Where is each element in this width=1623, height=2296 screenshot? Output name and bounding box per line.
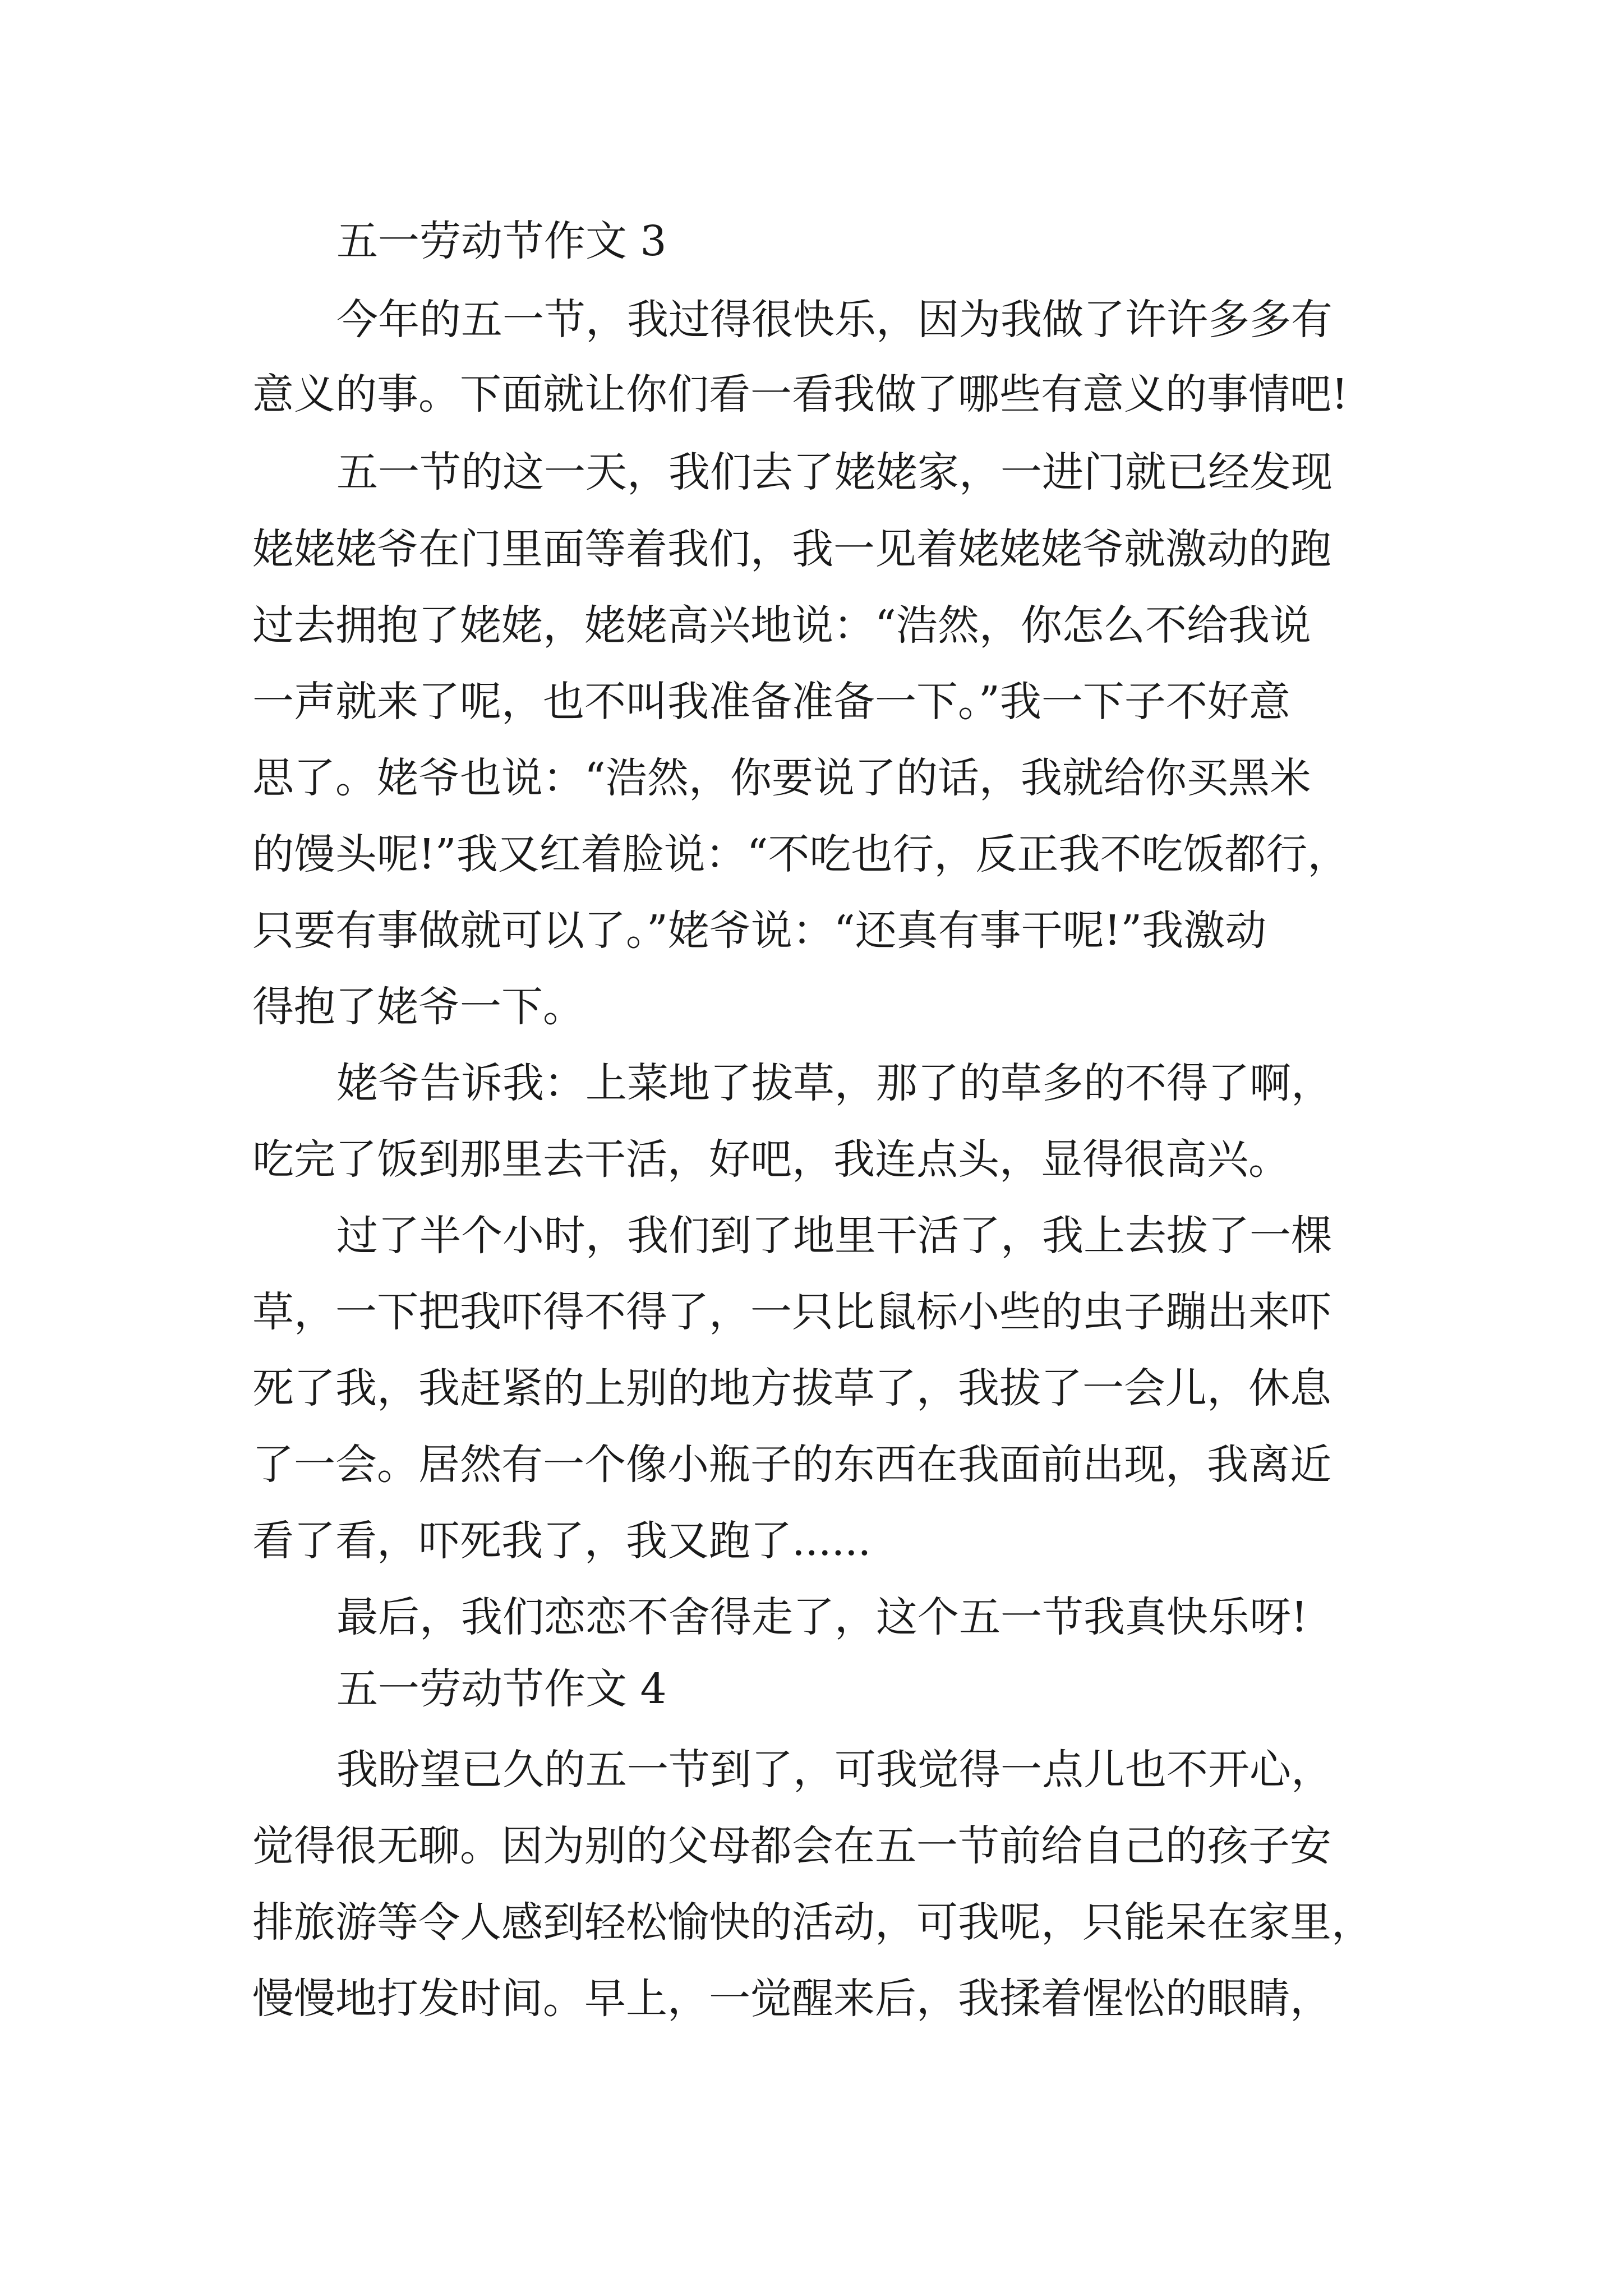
text-line: 意义的事。下面就让你们看一看我做了哪些有意义的事情吧! [252,370,1348,418]
text-line: 过了半个小时，我们到了地里干活了，我上去拔了一棵 [336,1212,1332,1260]
text-line: 过去拥抱了姥姥，姥姥高兴地说：“浩然，你怎么不给我说 [252,601,1311,650]
text-line: 只要有事做就可以了。”姥爷说：“还真有事干呢!”我激动 [252,907,1267,955]
text-line: 看了看，吓死我了，我又跑了...... [252,1517,872,1565]
text-line: 最后，我们恋恋不舍得走了，这个五一节我真快乐呀! [336,1593,1308,1641]
text-line: 思了。姥爷也说：“浩然，你要说了的话，我就给你买黑米 [252,754,1311,802]
text-line: 姥姥姥爷在门里面等着我们，我一见着姥姥姥爷就激动的跑 [252,525,1331,573]
text-line: 排旅游等令人感到轻松愉快的活动，可我呢，只能呆在家里， [252,1898,1373,1947]
text-line: 姥爷告诉我：上菜地了拔草，那了的草多的不得了啊， [336,1059,1332,1107]
text-line: 我盼望已久的五一节到了，可我觉得一点儿也不开心， [336,1746,1332,1794]
text-line: 死了我，我赶紧的上别的地方拔草了，我拔了一会儿，休息 [252,1364,1331,1412]
heading-essay-4: 五一劳动节作文 4 [336,1665,667,1713]
text-line: 吃完了饭到那里去干活，好吧，我连点头，显得很高兴。 [252,1135,1290,1184]
text-line: 今年的五一节，我过得很快乐，因为我做了许许多多有 [336,296,1332,344]
text-line: 草，一下把我吓得不得了，一只比鼠标小些的虫子蹦出来吓 [252,1288,1331,1336]
text-line: 五一节的这一天，我们去了姥姥家，一进门就已经发现 [336,448,1332,496]
text-line: 慢慢地打发时间。早上，一觉醒来后，我揉着惺忪的眼睛， [252,1975,1331,2023]
text-line: 的馒头呢!”我又红着脸说：“不吃也行，反正我不吃饭都行， [252,830,1349,878]
text-line: 得抱了姥爷一下。 [252,983,584,1031]
text-line: 觉得很无聊。因为别的父母都会在五一节前给自己的孩子安 [252,1822,1331,1870]
text-line: 一声就来了呢，也不叫我准备准备一下。”我一下子不好意 [252,678,1290,726]
heading-essay-3: 五一劳动节作文 3 [336,217,667,265]
text-line: 了一会。居然有一个像小瓶子的东西在我面前出现，我离近 [252,1441,1331,1489]
